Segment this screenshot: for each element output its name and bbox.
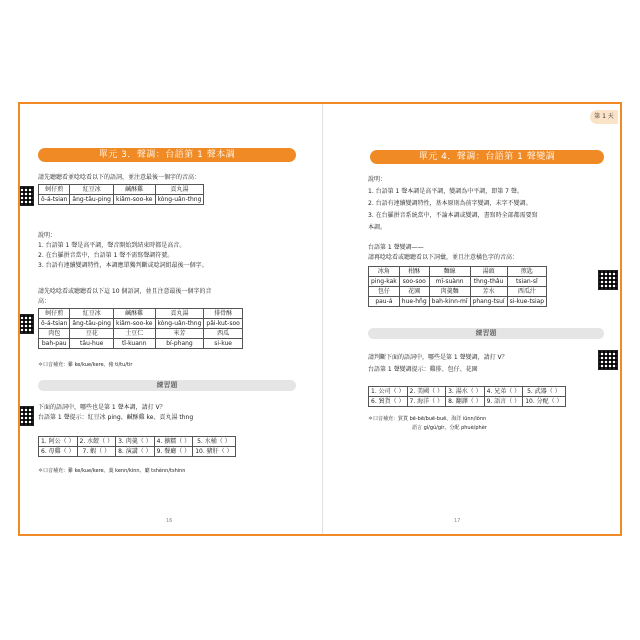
table-cell: 鹹酥雞 — [113, 309, 155, 319]
accent-note: ＊口音補充：雞 ke/kue/kere、羹 kenn/kinn、廳 tshènn/tshinn — [38, 468, 186, 474]
table-cell: kiâm-soo-ke — [113, 195, 155, 205]
unit-4-banner: 單元 4．聲調：台語第 1 聲變調 — [370, 150, 604, 164]
answer-cell[interactable]: 10. 分配（ ） — [523, 397, 565, 407]
table-cell: si-kue-tsiap — [507, 297, 547, 307]
answer-cell[interactable]: 3. 肉羹（ ） — [116, 437, 155, 447]
table-cell: 紅豆冰 — [70, 185, 114, 195]
table-cell: 鹹酥雞 — [113, 185, 155, 195]
page-number: 17 — [454, 518, 461, 524]
table-cell: 柑酥 — [399, 267, 429, 277]
intro2-text: 高： — [38, 298, 51, 305]
explain-line: 2. 台語有連續變調特性，基本原則為前字變調，末字不變調。 — [368, 200, 532, 207]
page-number: 16 — [166, 518, 173, 524]
explain-line: 3. 台語有連續變調特性，本調應單獨判斷或唸詞組最後一個字。 — [38, 262, 208, 269]
table-cell: thng-thâu — [470, 277, 507, 287]
answer-cell[interactable]: 9. 餐廳（ ） — [154, 447, 193, 457]
table-cell: ô-á-tsian — [39, 319, 70, 329]
table-cell: 肉羹麵 — [429, 287, 470, 297]
intro-text: 請先聽聽看並唸唸看以下的語詞，並注意最後一個字的音高： — [38, 174, 201, 181]
left-page — [20, 104, 320, 534]
answer-cell[interactable]: 3. 湯水（ ） — [446, 387, 485, 397]
table-cell: tāu-hue — [70, 339, 114, 349]
table-cell: 煎匙 — [507, 267, 547, 277]
table-cell: 貢丸湯 — [155, 185, 204, 195]
table-cell: ping-kak — [369, 277, 400, 287]
practice-title: 練習題 — [38, 380, 296, 391]
table-cell: 土豆仁 — [113, 329, 155, 339]
table-cell: bah-kinn-mī — [429, 297, 470, 307]
table-cell: kòng-uân-thng — [155, 195, 204, 205]
word-table — [368, 266, 547, 307]
table-cell: 蚵仔煎 — [39, 309, 70, 319]
qr-code-icon[interactable] — [598, 350, 618, 370]
table-cell: pau-á — [369, 297, 400, 307]
explain-title: 說明： — [368, 176, 387, 183]
answer-cell[interactable]: 6. 母雞（ ） — [39, 447, 78, 457]
table-cell: kòng-uân-thng — [155, 319, 204, 329]
qr-code-icon[interactable] — [20, 314, 34, 334]
table-cell: 西瓜汁 — [507, 287, 547, 297]
book-spine — [322, 104, 323, 534]
answer-table — [368, 386, 566, 407]
table-cell: bah-pau — [39, 339, 70, 349]
table-cell: ô-á-tsian — [39, 195, 70, 205]
table-cell: si-kue — [204, 339, 242, 349]
answer-cell[interactable]: 4. 兄弟（ ） — [484, 387, 523, 397]
table-cell: 冰角 — [369, 267, 400, 277]
table-cell: 包仔 — [369, 287, 400, 297]
right-page — [324, 104, 620, 534]
table-cell: 西瓜 — [204, 329, 242, 339]
accent-note: ＊口音補充：雞 ke/kue/kere、豬 ti/tu/tir — [38, 362, 133, 368]
table-cell: tī-kuann — [113, 339, 155, 349]
table-cell: tsian-sî — [507, 277, 547, 287]
table-cell: 紅豆冰 — [70, 309, 114, 319]
answer-cell[interactable]: 8. 演講（ ） — [116, 447, 155, 457]
answer-cell[interactable]: 2. 水餃（ ） — [77, 437, 116, 447]
table-cell: 蚵仔煎 — [39, 185, 70, 195]
question-text: 下面的語詞中，哪些也是第 1 聲本調，請打 V？ — [38, 404, 166, 411]
answer-cell[interactable]: 7. 海洋（ ） — [407, 397, 446, 407]
table-cell: pâi-kut-soo — [204, 319, 242, 329]
table-cell: 貢丸湯 — [155, 309, 204, 319]
answer-table — [38, 436, 236, 457]
practice-title: 練習題 — [368, 328, 604, 339]
answer-cell[interactable]: 4. 擴糯（ ） — [154, 437, 193, 447]
explain-line: 3. 在台羅拼音系統當中，不論本調或變調，書寫時全部都需要寫 — [368, 212, 538, 219]
question-hint: 台語第 1 聲提示：紅豆冰 ping、鹹酥雞 ke、貢丸湯 thng — [38, 414, 194, 421]
question-hint: 台語第 1 聲變調提示：雞排、包仔、花園 — [368, 366, 478, 373]
answer-cell[interactable]: 2. 美國（ ） — [407, 387, 446, 397]
table-cell: phang-tsuí — [470, 297, 507, 307]
answer-cell[interactable]: 6. 貿貨（ ） — [369, 397, 408, 407]
table-cell: hue-hn̂g — [399, 297, 429, 307]
table-cell: 豆花 — [70, 329, 114, 339]
answer-cell[interactable]: 9. 語言（ ） — [484, 397, 523, 407]
explain-line: 1. 台語第 1 聲是高平調，聲音開始到結束時都是高音。 — [38, 242, 186, 249]
question-text: 請判斷下面的語詞中，哪些是第 1 聲變調，請打 V？ — [368, 354, 508, 361]
table-cell: 米芳 — [155, 329, 204, 339]
answer-cell[interactable]: 5. 水桶（ ） — [193, 437, 235, 447]
word-table-1 — [38, 184, 204, 205]
accent-note: 語言 gí/gú/gír、分配 phuè/phèr — [412, 425, 487, 431]
table-cell: âng-tāu-ping — [70, 319, 114, 329]
table-cell: mī-suànn — [429, 277, 470, 287]
explain-line: 本調。 — [368, 224, 387, 231]
intro-text: 請再唸唸看或聽聽看以下詞彙，並且注意橘色字的音高： — [368, 254, 519, 261]
accent-note: ＊口音補充：貿貨 bē-bē/buē-buē、海洋 iûnn/iônn — [368, 416, 487, 422]
answer-cell[interactable]: 8. 翻譯（ ） — [446, 397, 485, 407]
table-cell: 麵線 — [429, 267, 470, 277]
intro2-text: 請先唸唸看或聽聽看以下這 10 個語詞，並且注意最後一個字的音 — [38, 288, 212, 295]
explain-line: 2. 在台羅拼音當中，台語第 1 聲不需寫聲調符號。 — [38, 252, 174, 259]
table-cell: 肉包 — [39, 329, 70, 339]
unit-3-banner: 單元 3．聲調：台語第 1 聲本調 — [38, 148, 296, 162]
answer-cell[interactable]: 1. 阿公（ ） — [39, 437, 78, 447]
answer-cell[interactable]: 7. 蝦（ ） — [77, 447, 116, 457]
table-cell: bí-phang — [155, 339, 204, 349]
table-cell: 芳水 — [470, 287, 507, 297]
qr-code-icon[interactable] — [598, 270, 618, 290]
table-cell: 花園 — [399, 287, 429, 297]
answer-cell[interactable]: 10. 豬肝（ ） — [193, 447, 235, 457]
answer-cell[interactable]: 5. 武器（ ） — [523, 387, 565, 397]
table-cell: 排骨酥 — [204, 309, 242, 319]
explain-line: 1. 台語第 1 聲本調是高平調，變調為中平調，即第 7 聲。 — [368, 188, 523, 195]
day-tab: 第 1 天 — [590, 110, 618, 124]
intro-text: 台語第 1 聲變調—— — [368, 244, 424, 251]
table-cell: kiâm-soo-ke — [113, 319, 155, 329]
explain-title: 說明： — [38, 232, 57, 239]
table-cell: âng-tāu-ping — [70, 195, 114, 205]
table-cell: 湯頭 — [470, 267, 507, 277]
answer-cell[interactable]: 1. 公司（ ） — [369, 387, 408, 397]
qr-code-icon[interactable] — [20, 406, 34, 426]
qr-code-icon[interactable] — [20, 186, 34, 206]
word-table-2 — [38, 308, 243, 349]
table-cell: soo-soo — [399, 277, 429, 287]
